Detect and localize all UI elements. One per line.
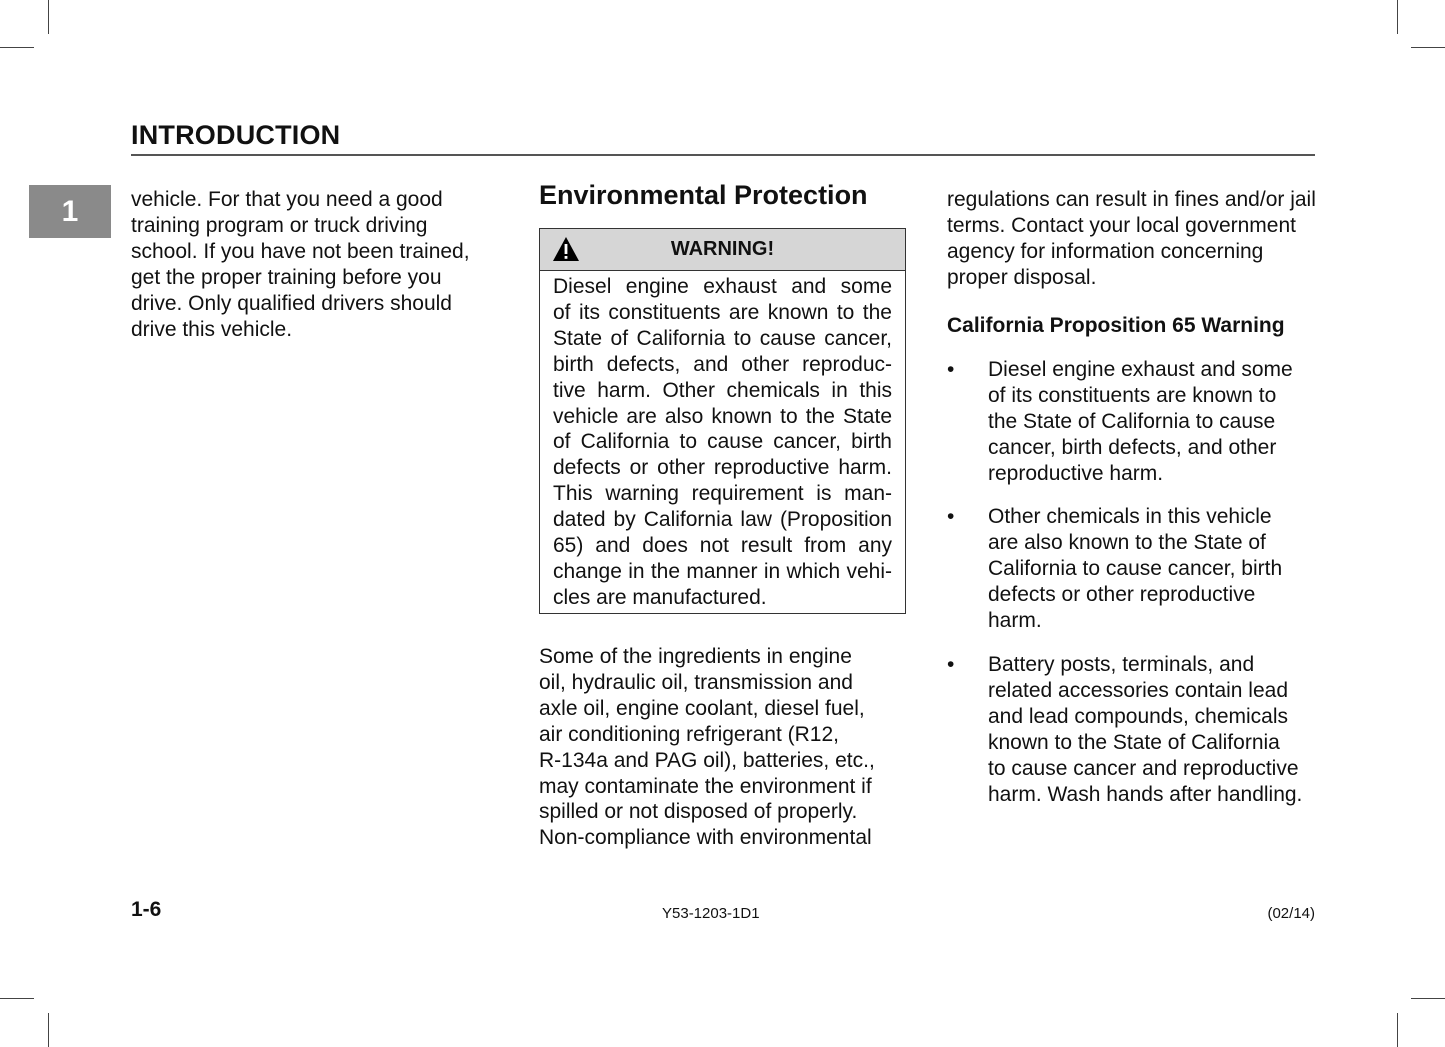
list-item-text: Other chemicals in this vehicle are also known to the State of California to cause cancer, birth defects or other reproductive harm. <box>988 505 1283 632</box>
warning-line: tive harm. Other chemicals in this <box>553 378 892 402</box>
warning-text <box>540 271 905 611</box>
bullet-icon: • <box>947 505 955 528</box>
page-number: 1-6 <box>131 898 162 921</box>
warning-line: defects or other reproductive harm. <box>553 456 892 480</box>
warning-line: birth defects, and other reproduc- <box>553 352 892 376</box>
warning-box <box>539 228 906 614</box>
crop-mark <box>1397 1013 1398 1047</box>
crop-mark <box>1411 998 1445 999</box>
list-item-text: Diesel engine exhaust and some of its constituents are known to the State of California to cause cancer, birth defects, and other reproductive harm. <box>988 358 1293 485</box>
crop-mark <box>48 1013 49 1047</box>
page-title: INTRODUCTION <box>131 120 341 150</box>
crop-mark <box>0 47 34 48</box>
document-code: Y53-1203-1D1 <box>662 905 760 922</box>
warning-header <box>540 229 905 271</box>
crop-mark <box>1411 47 1445 48</box>
list-item-text: Battery posts, terminals, and related accessories contain lead and lead compounds, chemicals known to the State of California to cause cancer and reproductive harm. Wash hands after handling. <box>988 653 1303 806</box>
crop-mark <box>1397 0 1398 34</box>
warning-title: WARNING! <box>670 238 775 260</box>
header-rule <box>131 154 1315 156</box>
warning-line: Diesel engine exhaust and some <box>553 275 892 298</box>
crop-mark <box>48 0 49 34</box>
section-heading: Environmental Protection <box>539 180 868 210</box>
warning-line: 65) and does not result from any <box>553 534 892 558</box>
chapter-tab: 1 <box>29 185 111 238</box>
warning-line: of California to cause cancer, birth <box>553 430 892 454</box>
warning-line: change in the manner in which vehi- <box>553 559 892 583</box>
bullet-icon: • <box>947 358 955 381</box>
intro-paragraph: vehicle. For that you need a good training program or truck driving school. If you have not been trained, get the proper training before you drive. Only qualified drivers should drive this vehicle. <box>131 188 470 341</box>
warning-line: vehicle are also known to the State <box>553 404 892 428</box>
warning-line: dated by California law (Proposition <box>553 508 892 532</box>
crop-mark <box>0 998 34 999</box>
bullet-icon: • <box>947 653 955 676</box>
warning-line: This warning requirement is man- <box>553 482 892 506</box>
environment-paragraph: Some of the ingredients in engine oil, hydraulic oil, transmission and axle oil, engine coolant, diesel fuel, air conditioning refrigerant (R12, R-134a and PAG oil), batteries, etc., may contaminate the environment if spilled or not disposed of properly. Non-compliance with environmental <box>539 645 875 850</box>
warning-triangle-icon <box>552 235 580 269</box>
disposal-paragraph: regulations can result in fines and/or jail terms. Contact your local government agency for information concerning proper disposal. <box>947 188 1316 289</box>
prop65-heading: California Proposition 65 Warning <box>947 314 1285 337</box>
revision-date: (02/14) <box>1267 905 1315 922</box>
warning-line: of its constituents are known to the <box>553 300 892 324</box>
warning-line: State of California to cause cancer, <box>553 326 892 350</box>
warning-line: cles are manufactured. <box>553 585 767 609</box>
